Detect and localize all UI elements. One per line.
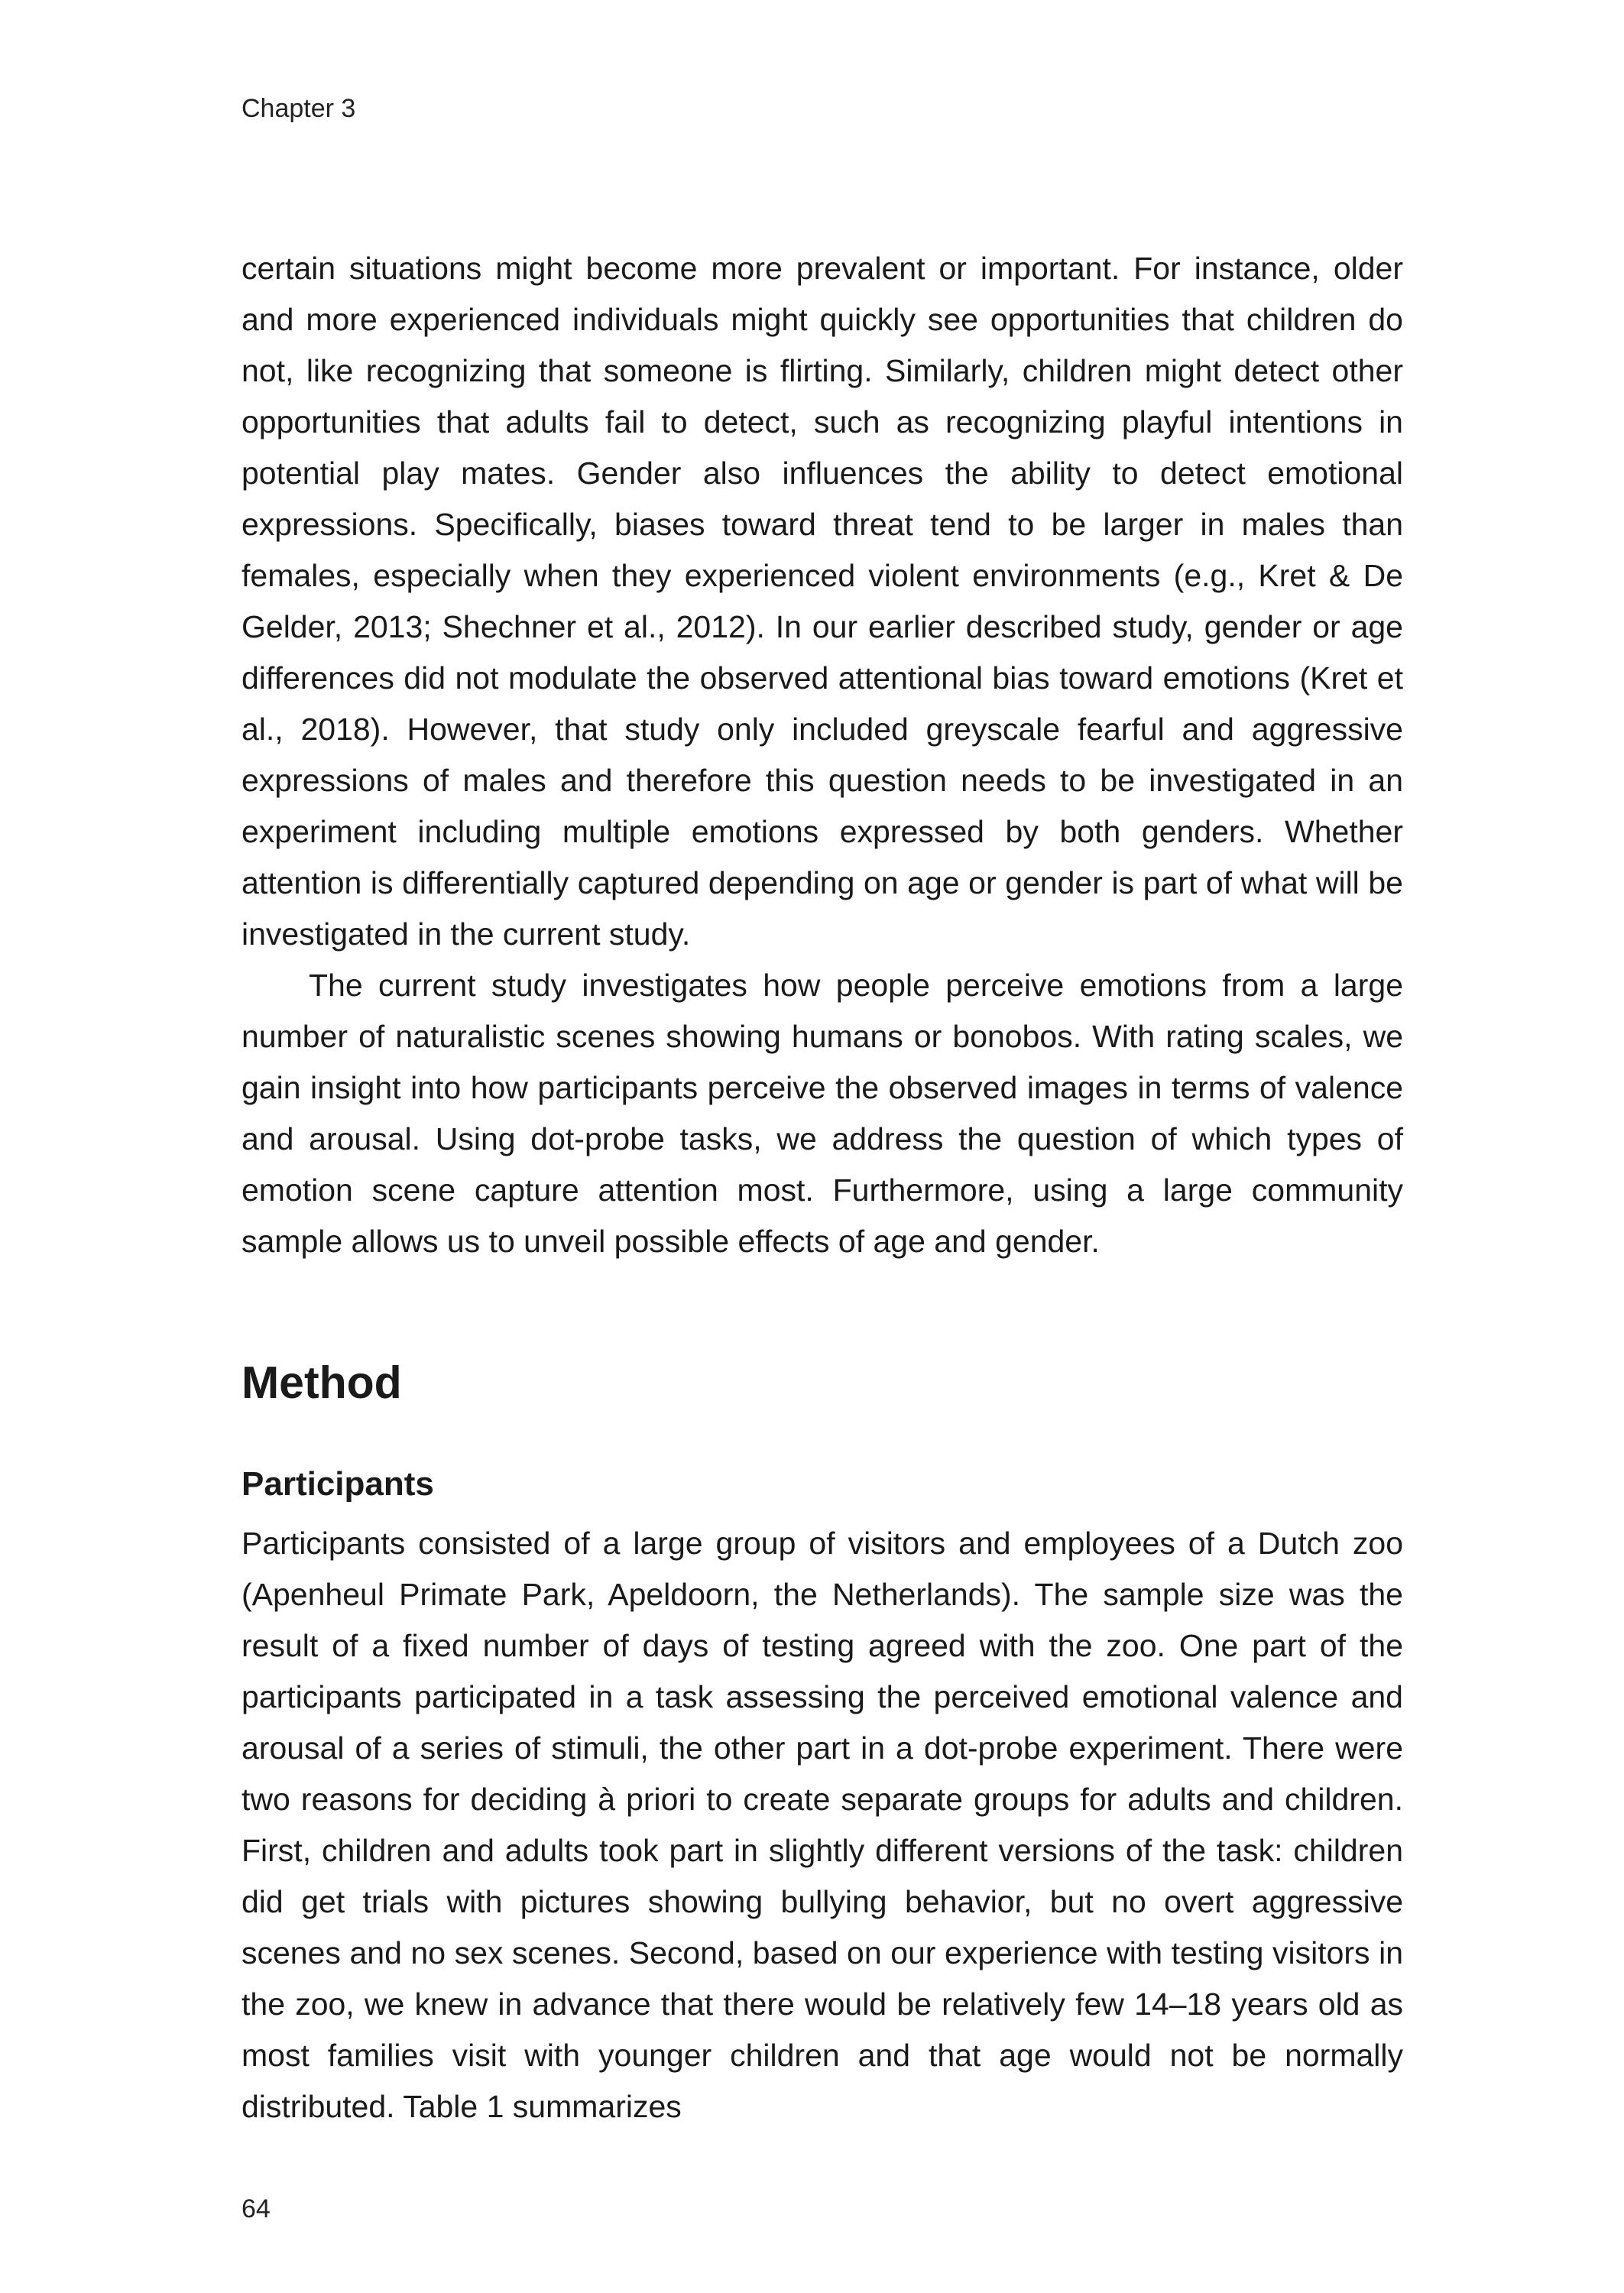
intro-body [241,243,1403,1267]
subsection-heading-participants: Participants [241,1465,434,1503]
participants-paragraph: Participants consisted of a large group of visitors and employees of a Dutch zoo (Apenheul Primate Park, Apeldoorn, the Netherlands). The sample size was the result of a fixed number of days of testing agreed with the zoo. One part of the participants participated in a task assessing the perceived emotional valence and arousal of a series of stimuli, the other part in a dot-probe experiment. There were two reasons for deciding à priori to create separate groups for adults and children. First, children and adults took part in slightly different versions of the task: children did get trials with pictures showing bullying behavior, but no overt aggressive scenes and no sex scenes. Second, based on our experience with testing visitors in the zoo, we knew in advance that there would be relatively few 14–18 years old as most families visit with younger children and that age would not be normally distributed. Table 1 summarizes [241,1526,1403,2124]
running-head: Chapter 3 [241,94,356,123]
participants-body [241,1518,1403,2132]
paragraph-1: certain situations might become more prevalent or important. For instance, older and more experienced individuals might quickly see opportunities that children do not, like recognizing that someone is flirting. Similarly, children might detect other opportunities that adults fail to detect, such as recognizing playful intentions in potential play mates. Gender also influences the ability to detect emotional expressions. Specifically, biases toward threat tend to be larger in males than females, especially when they experienced violent environments (e.g., Kret & De Gelder, 2013; Shechner et al., 2012). In our earlier described study, gender or age differences did not modulate the observed attentional bias toward emotions (Kret et al., 2018). However, that study only included greyscale fearful and aggressive expressions of males and therefore this question needs to be investigated in an experiment including multiple emotions expressed by both genders. Whether attention is differentially captured depending on age or gender is part of what will be investigated in the current study. [241,251,1403,952]
section-heading-method: Method [241,1357,402,1408]
page-number: 64 [241,2194,271,2223]
paragraph-2: The current study investigates how people perceive emotions from a large number of naturalistic scenes showing humans or bonobos. With rating scales, we gain insight into how participants perceive the observed images in terms of valence and arousal. Using dot-probe tasks, we address the question of which types of emotion scene capture attention most. Furthermore, using a large community sample allows us to unveil possible effects of age and gender. [241,968,1403,1259]
